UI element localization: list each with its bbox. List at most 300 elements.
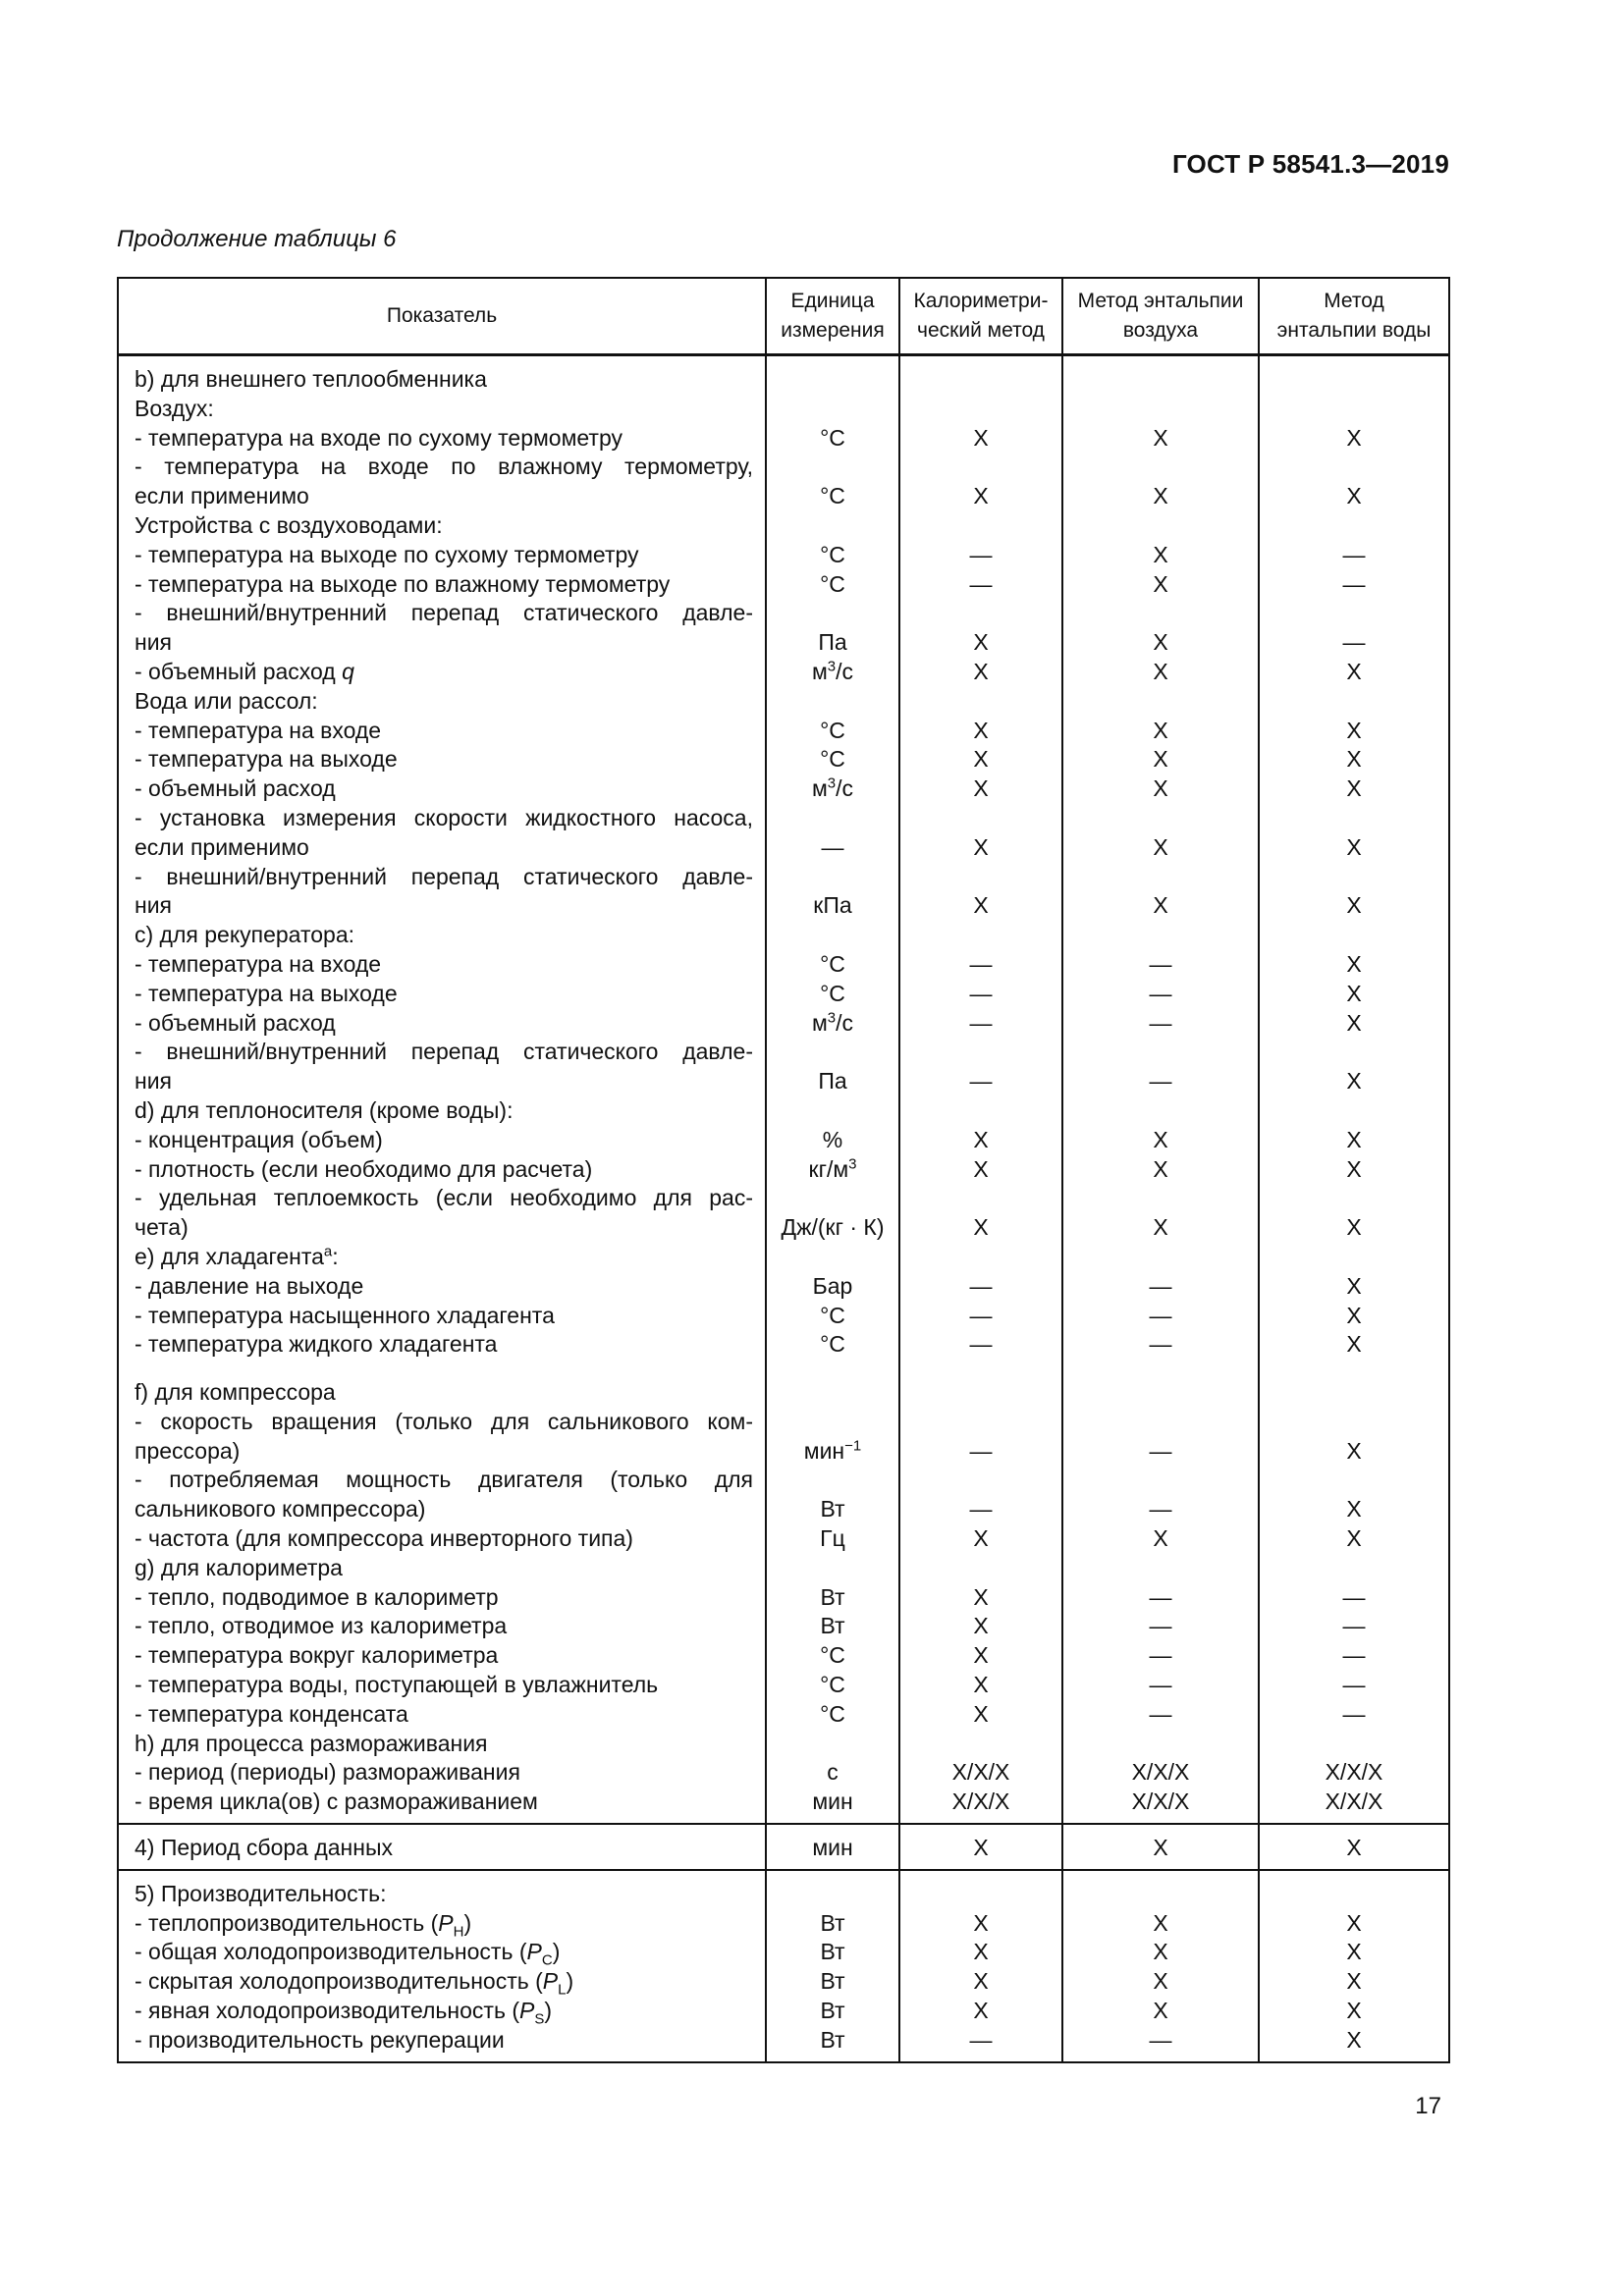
indicator-text: - частота (для компрессора инверторного типа) bbox=[135, 1525, 633, 1552]
unit-exponent: 3 bbox=[827, 774, 837, 792]
applicability-mark: X bbox=[973, 1968, 989, 1995]
indicator-line bbox=[119, 833, 765, 863]
unit-line bbox=[767, 1788, 898, 1817]
indicator-text: - время цикла(ов) с размораживанием bbox=[135, 1789, 538, 1815]
symbol: P bbox=[526, 1939, 542, 1965]
footnote-mark: a bbox=[323, 1243, 333, 1260]
applicability-mark: X/X/X bbox=[1131, 1789, 1190, 1815]
unit-line bbox=[767, 365, 898, 395]
applicability-mark: — bbox=[1149, 1642, 1172, 1669]
applicability-mark: X bbox=[973, 775, 989, 802]
unit-text: Гц bbox=[820, 1525, 845, 1552]
calorimetric-cell bbox=[899, 355, 1062, 1825]
symbol: P bbox=[542, 1968, 559, 1995]
unit-line bbox=[767, 1938, 898, 1967]
applicability-mark bbox=[1260, 1184, 1448, 1213]
applicability-mark: X bbox=[973, 1909, 989, 1936]
applicability-mark: X bbox=[1346, 483, 1362, 509]
unit-line bbox=[767, 599, 898, 628]
unit-line bbox=[767, 1243, 898, 1272]
indicator-text: - температура на входе bbox=[135, 717, 382, 743]
indicator-line bbox=[119, 891, 765, 921]
applicability-mark bbox=[1260, 395, 1448, 424]
applicability-mark bbox=[1260, 687, 1448, 717]
unit-text: Дж/(кг · К) bbox=[781, 1214, 885, 1241]
applicability-mark bbox=[1260, 453, 1448, 482]
applicability-mark: X bbox=[1346, 892, 1362, 919]
air-enthalpy-cell bbox=[1062, 1870, 1259, 2062]
indicator-text: e) для хладагента bbox=[135, 1243, 324, 1269]
applicability-mark: X bbox=[973, 1525, 989, 1552]
indicator-line bbox=[119, 511, 765, 541]
unit-exponent: −1 bbox=[844, 1437, 862, 1455]
unit-text: °C bbox=[820, 1642, 845, 1669]
applicability-mark: X bbox=[973, 1939, 989, 1965]
unit-line bbox=[767, 482, 898, 511]
unit-text: °C bbox=[820, 483, 845, 509]
unit-line bbox=[767, 511, 898, 541]
applicability-mark bbox=[1063, 1378, 1258, 1408]
applicability-mark bbox=[1260, 863, 1448, 892]
applicability-mark: X bbox=[973, 1835, 989, 1861]
indicator-line bbox=[119, 1583, 765, 1613]
unit-line bbox=[767, 980, 898, 1009]
applicability-mark: X bbox=[1346, 1155, 1362, 1182]
applicability-mark: X bbox=[973, 833, 989, 860]
applicability-mark: — bbox=[1149, 1331, 1172, 1358]
applicability-mark bbox=[1260, 1408, 1448, 1437]
indicator-line bbox=[119, 1437, 765, 1467]
applicability-mark bbox=[900, 365, 1061, 395]
applicability-mark: X bbox=[973, 658, 989, 684]
applicability-mark bbox=[1063, 921, 1258, 950]
applicability-mark: — bbox=[969, 1068, 993, 1095]
applicability-mark: X bbox=[1346, 1126, 1362, 1152]
applicability-mark: X bbox=[973, 1613, 989, 1639]
applicability-mark: X bbox=[1153, 1155, 1168, 1182]
applicability-mark bbox=[1260, 1378, 1448, 1408]
indicator-line bbox=[119, 1272, 765, 1302]
unit-line bbox=[767, 1997, 898, 2026]
unit-text: Вт bbox=[820, 1998, 845, 2024]
indicator-text: - скорость вращения (только для сальникового ком- bbox=[135, 1408, 753, 1434]
indicator-line bbox=[119, 980, 765, 1009]
indicator-text: c) для рекуператора: bbox=[135, 922, 355, 948]
indicator-text: - объемный расход bbox=[135, 775, 336, 802]
applicability-mark: X bbox=[1153, 424, 1168, 451]
applicability-mark: — bbox=[1342, 629, 1366, 656]
applicability-mark: X bbox=[1153, 775, 1168, 802]
indicator-line bbox=[119, 395, 765, 424]
indicator-line bbox=[119, 1213, 765, 1243]
indicator-text: 5) Производительность: bbox=[135, 1880, 387, 1906]
unit-text: Вт bbox=[820, 1583, 845, 1610]
unit-text: Вт bbox=[820, 1496, 845, 1522]
unit-line bbox=[767, 863, 898, 892]
unit-cell bbox=[766, 355, 899, 1825]
applicability-mark bbox=[1260, 365, 1448, 395]
unit-exponent: 3 bbox=[848, 1154, 857, 1172]
applicability-mark: X bbox=[1153, 1939, 1168, 1965]
indicator-line bbox=[119, 1834, 765, 1863]
applicability-mark: X bbox=[1346, 2026, 1362, 2053]
applicability-mark: — bbox=[1342, 1642, 1366, 1669]
calorimetric-cell bbox=[899, 1824, 1062, 1870]
unit-text: Бар bbox=[812, 1272, 853, 1299]
unit-line bbox=[767, 1730, 898, 1759]
applicability-mark: — bbox=[1342, 1613, 1366, 1639]
applicability-mark: — bbox=[1342, 1672, 1366, 1698]
applicability-mark bbox=[1260, 804, 1448, 833]
applicability-mark bbox=[1260, 1466, 1448, 1495]
applicability-mark bbox=[1063, 453, 1258, 482]
applicability-mark: — bbox=[1149, 950, 1172, 977]
indicator-line bbox=[119, 1330, 765, 1360]
indicator-text: 4) Период сбора данных bbox=[135, 1835, 393, 1861]
air-enthalpy-cell bbox=[1062, 1824, 1259, 1870]
unit-line bbox=[767, 745, 898, 774]
applicability-mark: X bbox=[1346, 658, 1362, 684]
applicability-mark: — bbox=[1149, 1700, 1172, 1727]
table-header-row bbox=[118, 278, 1449, 355]
applicability-mark: X bbox=[973, 483, 989, 509]
indicator-line bbox=[119, 1758, 765, 1788]
applicability-mark: X bbox=[1346, 1214, 1362, 1241]
indicator-text: - тепло, отводимое из калориметра bbox=[135, 1613, 508, 1639]
indicator-line bbox=[119, 424, 765, 454]
indicator-text: b) для внешнего теплообменника bbox=[135, 366, 487, 392]
header-water-enthalpy-method: Метод энтальпии воды bbox=[1259, 278, 1449, 355]
applicability-mark: X bbox=[1346, 1525, 1362, 1552]
applicability-mark: — bbox=[969, 1437, 993, 1464]
applicability-mark: — bbox=[1149, 2026, 1172, 2053]
unit-line bbox=[767, 804, 898, 833]
symbol: q bbox=[342, 658, 354, 684]
applicability-mark: — bbox=[1342, 1583, 1366, 1610]
applicability-mark: X bbox=[1153, 1525, 1168, 1552]
unit-text: °C bbox=[820, 570, 845, 597]
applicability-mark bbox=[1063, 804, 1258, 833]
indicator-line bbox=[119, 1038, 765, 1067]
applicability-mark bbox=[1063, 1554, 1258, 1583]
applicability-mark: X bbox=[1346, 833, 1362, 860]
applicability-mark bbox=[900, 1038, 1061, 1067]
applicability-mark bbox=[1260, 921, 1448, 950]
symbol: P bbox=[438, 1909, 454, 1936]
indicator-line bbox=[119, 628, 765, 658]
indicator-line bbox=[119, 863, 765, 892]
applicability-mark: X bbox=[973, 1672, 989, 1698]
header-unit: Единица измерения bbox=[766, 278, 899, 355]
applicability-mark: — bbox=[1149, 1672, 1172, 1698]
applicability-mark: X bbox=[1153, 570, 1168, 597]
applicability-mark: X bbox=[1153, 833, 1168, 860]
applicability-mark bbox=[1063, 1184, 1258, 1213]
water-enthalpy-cell bbox=[1259, 355, 1449, 1825]
indicator-line bbox=[119, 1880, 765, 1909]
applicability-mark: X bbox=[1346, 1331, 1362, 1358]
applicability-mark bbox=[1063, 687, 1258, 717]
applicability-mark: X bbox=[1346, 746, 1362, 773]
applicability-mark: X bbox=[1346, 775, 1362, 802]
indicator-text: если применимо bbox=[135, 833, 309, 860]
applicability-mark bbox=[1063, 395, 1258, 424]
indicator-text: - внешний/внутренний перепад статического давле- bbox=[135, 600, 753, 626]
indicator-text: - внешний/внутренний перепад статического давле- bbox=[135, 1039, 753, 1065]
indicator-text: h) для процесса размораживания bbox=[135, 1730, 488, 1756]
applicability-mark: X bbox=[1346, 1968, 1362, 1995]
unit-text: °C bbox=[820, 1302, 845, 1328]
unit-exponent: 3 bbox=[827, 658, 837, 675]
indicator-text: Воздух: bbox=[135, 395, 214, 421]
unit-text: м bbox=[811, 658, 828, 684]
applicability-mark: X bbox=[1346, 424, 1362, 451]
applicability-mark bbox=[900, 453, 1061, 482]
indicator-suffix: ) bbox=[566, 1968, 574, 1995]
applicability-mark: X bbox=[1346, 1909, 1362, 1936]
indicator-text: ния bbox=[135, 1068, 173, 1095]
indicator-line bbox=[119, 1126, 765, 1155]
applicability-mark bbox=[1260, 1730, 1448, 1759]
indicator-cell bbox=[118, 355, 766, 1825]
unit-line bbox=[767, 453, 898, 482]
applicability-mark bbox=[900, 395, 1061, 424]
indicator-line bbox=[119, 1009, 765, 1039]
applicability-mark bbox=[1063, 1408, 1258, 1437]
indicator-line bbox=[119, 804, 765, 833]
applicability-mark: X bbox=[973, 746, 989, 773]
unit-line bbox=[767, 1612, 898, 1641]
indicator-line bbox=[119, 1554, 765, 1583]
applicability-mark: — bbox=[1149, 980, 1172, 1006]
applicability-mark bbox=[1260, 1038, 1448, 1067]
indicator-line bbox=[119, 745, 765, 774]
applicability-mark: — bbox=[969, 1496, 993, 1522]
unit-text: °C bbox=[820, 1331, 845, 1358]
indicator-text: Устройства с воздуховодами: bbox=[135, 511, 443, 538]
applicability-mark bbox=[900, 1096, 1061, 1126]
applicability-mark: — bbox=[1149, 1496, 1172, 1522]
applicability-mark bbox=[900, 863, 1061, 892]
indicator-line bbox=[119, 599, 765, 628]
subscript: C bbox=[541, 1952, 553, 1968]
subscript: L bbox=[558, 1981, 567, 1998]
unit-text: Вт bbox=[820, 1909, 845, 1936]
applicability-mark: X bbox=[1153, 541, 1168, 567]
applicability-mark bbox=[900, 511, 1061, 541]
subscript: H bbox=[453, 1923, 464, 1939]
applicability-mark: X bbox=[1153, 1126, 1168, 1152]
unit-text: — bbox=[821, 833, 844, 860]
applicability-mark: X/X/X bbox=[1325, 1759, 1383, 1786]
unit-line bbox=[767, 1038, 898, 1067]
applicability-mark bbox=[1260, 1096, 1448, 1126]
indicator-line bbox=[119, 453, 765, 482]
indicator-text: ния bbox=[135, 892, 173, 919]
indicator-text: - температура насыщенного хладагента bbox=[135, 1302, 555, 1328]
applicability-mark: — bbox=[1342, 570, 1366, 597]
indicator-text: - температура на выходе bbox=[135, 980, 398, 1006]
unit-line bbox=[767, 921, 898, 950]
indicator-suffix: : bbox=[332, 1243, 339, 1269]
page-number: 17 bbox=[1415, 2093, 1441, 2119]
unit-line bbox=[767, 1495, 898, 1524]
applicability-mark: — bbox=[1149, 1272, 1172, 1299]
applicability-mark: X bbox=[973, 629, 989, 656]
unit-line bbox=[767, 570, 898, 600]
unit-tail: /с bbox=[836, 775, 854, 802]
indicator-text: - общая холодопроизводительность ( bbox=[135, 1939, 527, 1965]
applicability-mark: X bbox=[1346, 1068, 1362, 1095]
indicator-text: чета) bbox=[135, 1214, 189, 1241]
table-caption: Продолжение таблицы 6 bbox=[117, 226, 397, 252]
unit-text: мин bbox=[812, 1835, 853, 1861]
subscript: S bbox=[534, 2010, 545, 2026]
applicability-mark bbox=[1063, 1466, 1258, 1495]
applicability-mark: X bbox=[973, 1642, 989, 1669]
indicator-text: - тепло, подводимое в калориметр bbox=[135, 1583, 499, 1610]
applicability-mark bbox=[1063, 1880, 1258, 1909]
indicator-text: - производительность рекуперации bbox=[135, 2026, 505, 2053]
indicator-text: - температура на выходе bbox=[135, 746, 398, 773]
unit-line bbox=[767, 628, 898, 658]
applicability-mark: X bbox=[1153, 746, 1168, 773]
unit-text: Вт bbox=[820, 1939, 845, 1965]
indicator-text: - установка измерения скорости жидкостного насоса, bbox=[135, 804, 753, 830]
applicability-mark: — bbox=[1149, 1613, 1172, 1639]
document-code: ГОСТ Р 58541.3—2019 bbox=[1171, 149, 1449, 179]
water-enthalpy-cell bbox=[1259, 1824, 1449, 1870]
unit-text: °C bbox=[820, 980, 845, 1006]
applicability-mark: X bbox=[1346, 1835, 1362, 1861]
applicability-mark: — bbox=[969, 2026, 993, 2053]
indicator-line bbox=[119, 950, 765, 980]
indicator-suffix: ) bbox=[463, 1909, 472, 1936]
applicability-mark: — bbox=[1342, 1700, 1366, 1727]
indicator-line bbox=[119, 1184, 765, 1213]
applicability-mark: X bbox=[973, 717, 989, 743]
unit-line bbox=[767, 424, 898, 454]
indicator-text: - потребляемая мощность двигателя (только для bbox=[135, 1467, 753, 1493]
applicability-mark: — bbox=[969, 1331, 993, 1358]
applicability-mark: X bbox=[1346, 980, 1362, 1006]
indicator-text: Вода или рассол: bbox=[135, 687, 318, 714]
unit-line bbox=[767, 1466, 898, 1495]
unit-line bbox=[767, 1067, 898, 1096]
unit-text: м bbox=[811, 775, 828, 802]
indicator-line bbox=[119, 1155, 765, 1185]
indicator-line bbox=[119, 1938, 765, 1967]
applicability-mark: — bbox=[969, 980, 993, 1006]
applicability-mark: — bbox=[969, 1272, 993, 1299]
unit-line bbox=[767, 687, 898, 717]
applicability-mark: X bbox=[1346, 950, 1362, 977]
indicator-line bbox=[119, 365, 765, 395]
unit-line bbox=[767, 1302, 898, 1331]
unit-line bbox=[767, 1583, 898, 1613]
indicator-line bbox=[119, 1612, 765, 1641]
applicability-mark bbox=[900, 1466, 1061, 1495]
unit-line bbox=[767, 658, 898, 687]
applicability-mark bbox=[1063, 1096, 1258, 1126]
unit-line bbox=[767, 1155, 898, 1185]
indicator-text: прессора) bbox=[135, 1437, 241, 1464]
unit-line bbox=[767, 1408, 898, 1437]
unit-line bbox=[767, 1554, 898, 1583]
applicability-mark: X bbox=[1346, 717, 1362, 743]
applicability-mark: X bbox=[973, 1700, 989, 1727]
unit-line bbox=[767, 1700, 898, 1730]
measurements-table bbox=[117, 277, 1450, 2063]
applicability-mark: X/X/X bbox=[951, 1759, 1010, 1786]
applicability-mark: X/X/X bbox=[1131, 1759, 1190, 1786]
applicability-mark bbox=[1260, 1243, 1448, 1272]
unit-text: Вт bbox=[820, 2026, 845, 2053]
applicability-mark: — bbox=[969, 570, 993, 597]
applicability-mark: X bbox=[973, 1998, 989, 2024]
indicator-line bbox=[119, 717, 765, 746]
indicator-line bbox=[119, 1909, 765, 1939]
unit-cell bbox=[766, 1870, 899, 2062]
table-row-section-5 bbox=[118, 1870, 1449, 2062]
applicability-mark: X bbox=[1346, 1272, 1362, 1299]
applicability-mark bbox=[1063, 1730, 1258, 1759]
applicability-mark: X bbox=[1153, 717, 1168, 743]
applicability-mark: X bbox=[1153, 1835, 1168, 1861]
indicator-line bbox=[119, 570, 765, 600]
unit-line bbox=[767, 1437, 898, 1467]
applicability-mark: X bbox=[973, 1126, 989, 1152]
applicability-mark bbox=[900, 1730, 1061, 1759]
applicability-mark: X bbox=[973, 424, 989, 451]
indicator-text: - температура на входе bbox=[135, 950, 382, 977]
applicability-mark bbox=[1260, 1880, 1448, 1909]
unit-line bbox=[767, 1641, 898, 1671]
applicability-mark: X bbox=[1153, 1998, 1168, 2024]
unit-cell bbox=[766, 1824, 899, 1870]
indicator-text: - температура вокруг калориметра bbox=[135, 1642, 499, 1669]
indicator-line bbox=[119, 1730, 765, 1759]
indicator-line bbox=[119, 1302, 765, 1331]
indicator-text: - теплопроизводительность ( bbox=[135, 1909, 439, 1936]
applicability-mark: X bbox=[1153, 629, 1168, 656]
indicator-text: - температура воды, поступающей в увлажнитель bbox=[135, 1672, 659, 1698]
unit-text: с bbox=[827, 1759, 839, 1786]
unit-text: мин bbox=[803, 1437, 845, 1464]
unit-line bbox=[767, 1126, 898, 1155]
applicability-mark: X bbox=[1346, 1009, 1362, 1036]
unit-text: °C bbox=[820, 717, 845, 743]
applicability-mark: X bbox=[1153, 892, 1168, 919]
unit-text: мин bbox=[812, 1789, 853, 1815]
applicability-mark: X bbox=[1153, 658, 1168, 684]
applicability-mark: — bbox=[1149, 1068, 1172, 1095]
applicability-mark: X bbox=[973, 1155, 989, 1182]
indicator-suffix: ) bbox=[544, 1998, 553, 2024]
indicator-line bbox=[119, 1671, 765, 1700]
unit-line bbox=[767, 1184, 898, 1213]
applicability-mark: X bbox=[1153, 1968, 1168, 1995]
indicator-line bbox=[119, 1067, 765, 1096]
indicator-line bbox=[119, 1524, 765, 1554]
water-enthalpy-cell bbox=[1259, 1870, 1449, 2062]
indicator-text: - период (периоды) размораживания bbox=[135, 1759, 520, 1786]
applicability-mark bbox=[900, 687, 1061, 717]
indicator-line bbox=[119, 1466, 765, 1495]
unit-line bbox=[767, 1671, 898, 1700]
unit-line bbox=[767, 774, 898, 804]
applicability-mark: — bbox=[1149, 1437, 1172, 1464]
